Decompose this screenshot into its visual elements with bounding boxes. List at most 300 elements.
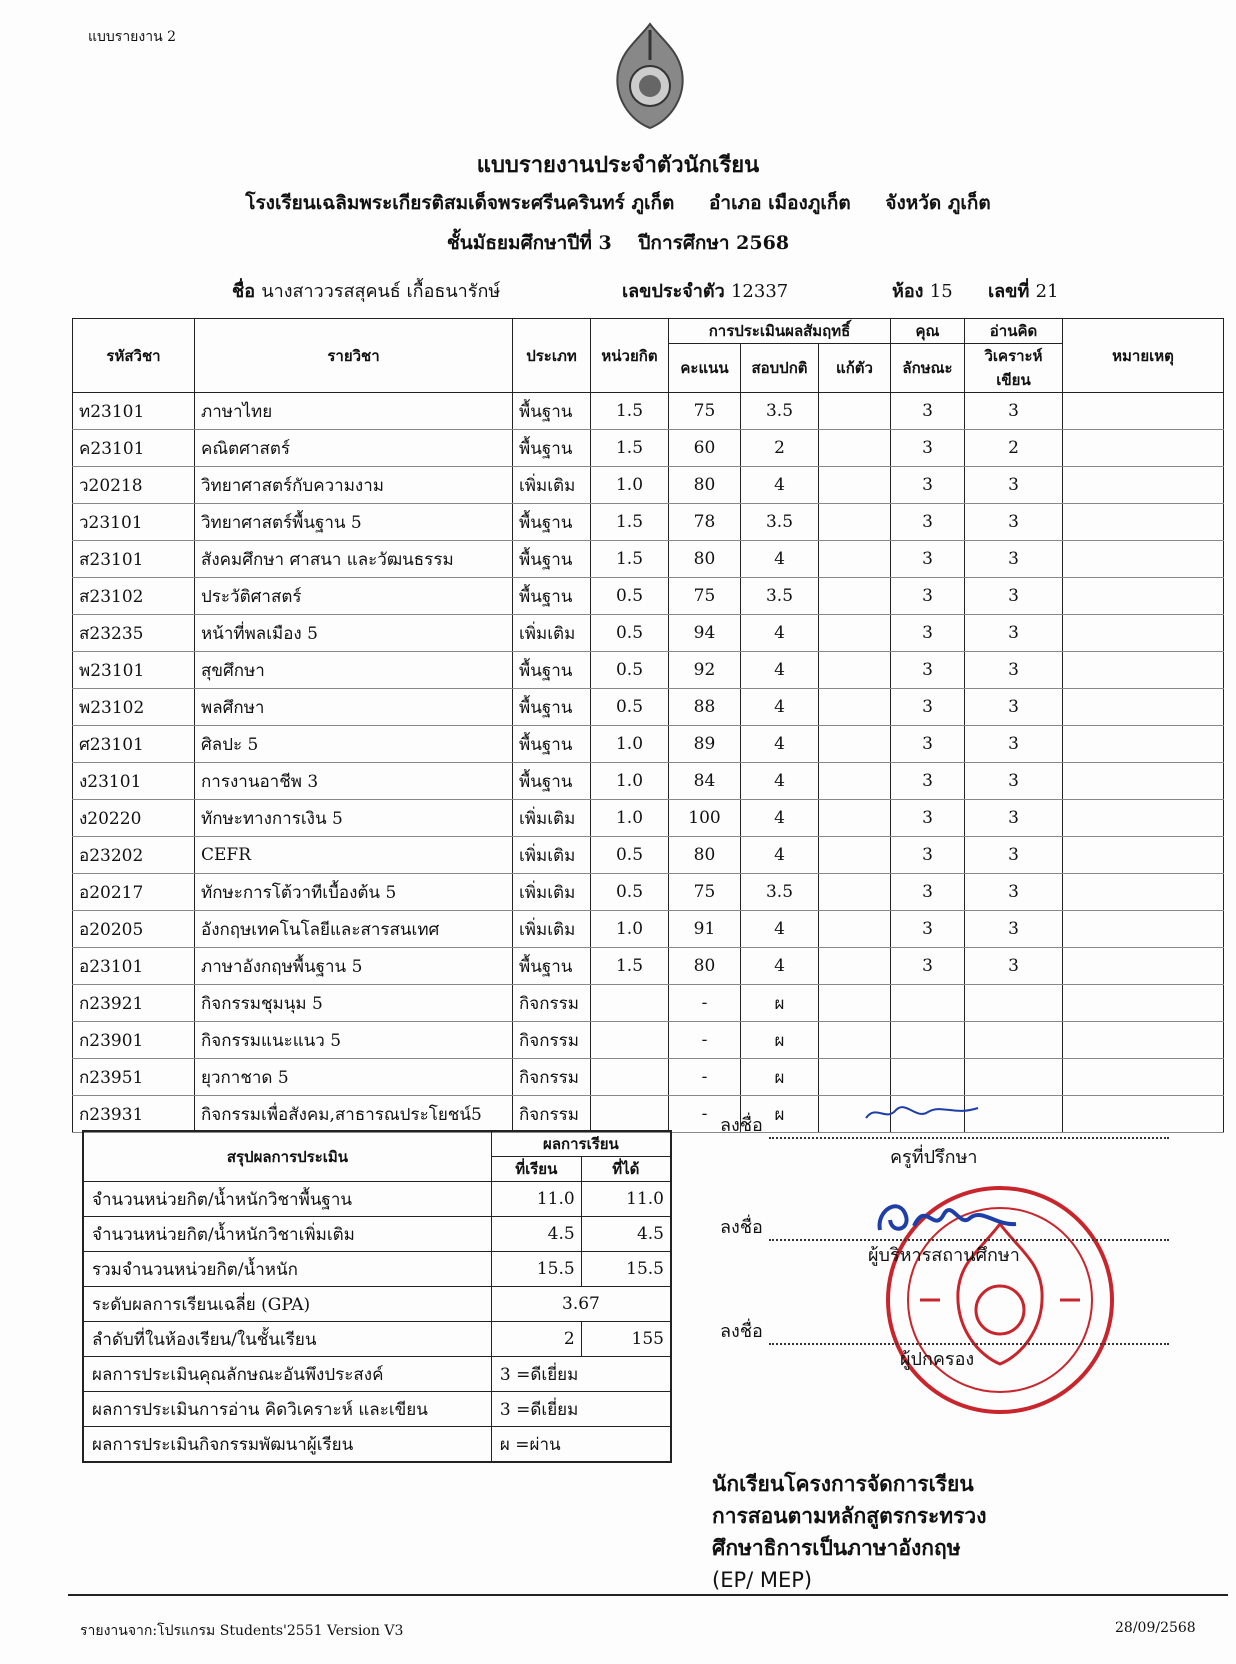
academic-year: ปีการศึกษา 2568 [638, 232, 790, 254]
table-row [73, 541, 1224, 578]
school-name: โรงเรียนเฉลิมพระเกียรติสมเด็จพระศรีนครินทร์ ภูเก็ต [245, 192, 675, 214]
cell-char: 3 [891, 726, 965, 763]
parent-sign-line [720, 1316, 1169, 1345]
cell-char: 3 [891, 467, 965, 504]
cell-subject: ศิลปะ 5 [195, 726, 513, 763]
cell-note [1063, 726, 1224, 763]
dotted-line [769, 1137, 1169, 1139]
header-code: รหัสวิชา [73, 319, 195, 393]
cell-read: 3 [965, 837, 1063, 874]
cell-note [1063, 985, 1224, 1022]
cell-fix [819, 985, 891, 1022]
cell-read [965, 1022, 1063, 1059]
cell-note [1063, 578, 1224, 615]
cell-credit: 1.0 [591, 726, 669, 763]
cell-grade: 4 [741, 726, 819, 763]
cell-char: 3 [891, 948, 965, 985]
summary-studied: 4.5 [491, 1217, 581, 1252]
cell-grade: 4 [741, 541, 819, 578]
cell-subject: การงานอาชีพ 3 [195, 763, 513, 800]
director-title: ผู้บริหารสถานศึกษา [868, 1245, 1020, 1266]
ep-line-2: การสอนตามหลักสูตรกระทรวง [712, 1504, 987, 1528]
cell-read [965, 1059, 1063, 1096]
cell-note [1063, 541, 1224, 578]
cell-grade: 3.5 [741, 393, 819, 430]
eval-value: 3 =ดีเยี่ยม [491, 1357, 671, 1392]
header-char-2: ลักษณะ [891, 344, 965, 393]
header-subject: รายวิชา [195, 319, 513, 393]
cell-fix [819, 504, 891, 541]
cell-score: 91 [669, 911, 741, 948]
summary-studied-header: ที่เรียน [491, 1157, 581, 1182]
cell-char: 3 [891, 911, 965, 948]
number-row [988, 276, 1059, 305]
cell-fix [819, 467, 891, 504]
cell-grade: 4 [741, 652, 819, 689]
cell-note [1063, 652, 1224, 689]
summary-studied: 11.0 [491, 1182, 581, 1217]
summary-table [82, 1130, 672, 1463]
summary-label: รวมจำนวนหน่วยกิต/น้ำหนัก [83, 1252, 491, 1287]
gpa-row [83, 1287, 671, 1322]
header-type: ประเภท [513, 319, 591, 393]
cell-type: พื้นฐาน [513, 504, 591, 541]
summary-row [83, 1182, 671, 1217]
header-normal: สอบปกติ [741, 344, 819, 393]
cell-char: 3 [891, 763, 965, 800]
grades-table [72, 318, 1224, 1133]
cell-type: เพิ่มเติม [513, 467, 591, 504]
cell-code: พ23102 [73, 689, 195, 726]
cell-read: 2 [965, 430, 1063, 467]
school-crest-icon [608, 20, 692, 132]
cell-note [1063, 874, 1224, 911]
cell-type: เพิ่มเติม [513, 615, 591, 652]
cell-subject: CEFR [195, 837, 513, 874]
cell-grade: ผ [741, 1096, 819, 1133]
cell-grade: 4 [741, 800, 819, 837]
director-signature-icon [870, 1190, 1020, 1240]
cell-fix [819, 763, 891, 800]
cell-grade: 2 [741, 430, 819, 467]
summary-row [83, 1252, 671, 1287]
summary-label: จำนวนหน่วยกิต/น้ำหนักวิชาเพิ่มเติม [83, 1217, 491, 1252]
advisor-signature-icon [862, 1098, 982, 1128]
cell-char: 3 [891, 578, 965, 615]
cell-score: 94 [669, 615, 741, 652]
cell-read: 3 [965, 541, 1063, 578]
cell-code: ง23101 [73, 763, 195, 800]
table-row [73, 652, 1224, 689]
student-no: 21 [1035, 281, 1059, 302]
eval-value: ผ =ผ่าน [491, 1427, 671, 1463]
cell-type: พื้นฐาน [513, 948, 591, 985]
advisor-title: ครูที่ปรึกษา [890, 1147, 978, 1168]
cell-code: ก23951 [73, 1059, 195, 1096]
eval-row [83, 1427, 671, 1463]
cell-char: 3 [891, 393, 965, 430]
report-title: แบบรายงานประจำตัวนักเรียน [476, 152, 760, 178]
cell-char [891, 1059, 965, 1096]
cell-code: อ23101 [73, 948, 195, 985]
cell-score: 75 [669, 874, 741, 911]
cell-type: กิจกรรม [513, 1022, 591, 1059]
cell-credit: 1.5 [591, 393, 669, 430]
cell-score: 100 [669, 800, 741, 837]
cell-read [965, 985, 1063, 1022]
cell-subject: ภาษาไทย [195, 393, 513, 430]
cell-read: 3 [965, 504, 1063, 541]
eval-value: 3 =ดีเยี่ยม [491, 1392, 671, 1427]
cell-grade: 3.5 [741, 504, 819, 541]
cell-note [1063, 800, 1224, 837]
cell-fix [819, 689, 891, 726]
cell-code: ง20220 [73, 800, 195, 837]
eval-label: ผลการประเมินคุณลักษณะอันพึงประสงค์ [83, 1357, 491, 1392]
cell-score: 84 [669, 763, 741, 800]
cell-type: เพิ่มเติม [513, 800, 591, 837]
no-label: เลขที่ [988, 281, 1030, 302]
cell-type: พื้นฐาน [513, 393, 591, 430]
ep-line-1: นักเรียนโครงการจัดการเรียน [712, 1472, 974, 1496]
cell-type: พื้นฐาน [513, 726, 591, 763]
footer-source: รายงานจาก:โปรแกรม Students'2551 Version V3 [80, 1623, 404, 1639]
ep-line-3: ศึกษาธิการเป็นภาษาอังกฤษ [712, 1536, 961, 1560]
cell-fix [819, 948, 891, 985]
cell-subject: คณิตศาสตร์ [195, 430, 513, 467]
cell-type: พื้นฐาน [513, 578, 591, 615]
cell-score: 80 [669, 541, 741, 578]
cell-note [1063, 763, 1224, 800]
table-row [73, 578, 1224, 615]
cell-fix [819, 430, 891, 467]
cell-credit: 1.0 [591, 763, 669, 800]
cell-read: 3 [965, 615, 1063, 652]
cell-code: ส23102 [73, 578, 195, 615]
header-credit: หน่วยกิต [591, 319, 669, 393]
cell-read: 3 [965, 467, 1063, 504]
cell-grade: 4 [741, 837, 819, 874]
cell-fix [819, 911, 891, 948]
cell-subject: สังคมศึกษา ศาสนา และวัฒนธรรม [195, 541, 513, 578]
cell-read: 3 [965, 948, 1063, 985]
student-id-row [622, 276, 788, 305]
rank-label: ลำดับที่ในห้องเรียน/ในชั้นเรียน [83, 1322, 491, 1357]
cell-fix [819, 578, 891, 615]
cell-char: 3 [891, 430, 965, 467]
cell-subject: กิจกรรมแนะแนว 5 [195, 1022, 513, 1059]
sign-label: ลงชื่อ [720, 1321, 763, 1342]
cell-score: 75 [669, 393, 741, 430]
cell-credit: 0.5 [591, 578, 669, 615]
table-row [73, 948, 1224, 985]
footer-divider [68, 1594, 1228, 1596]
student-name-row [232, 276, 500, 305]
cell-note [1063, 689, 1224, 726]
header-assessment: การประเมินผลสัมฤทธิ์ [669, 319, 891, 344]
cell-code: อ20205 [73, 911, 195, 948]
cell-grade: 3.5 [741, 578, 819, 615]
rank-room: 2 [491, 1322, 581, 1357]
cell-char: 3 [891, 874, 965, 911]
school-line [0, 188, 1236, 218]
cell-type: พื้นฐาน [513, 430, 591, 467]
cell-type: เพิ่มเติม [513, 911, 591, 948]
cell-code: ว20218 [73, 467, 195, 504]
cell-type: เพิ่มเติม [513, 837, 591, 874]
cell-credit [591, 1059, 669, 1096]
cell-grade: ผ [741, 1022, 819, 1059]
cell-fix [819, 652, 891, 689]
cell-subject: ภาษาอังกฤษพื้นฐาน 5 [195, 948, 513, 985]
cell-code: ก23921 [73, 985, 195, 1022]
table-row [73, 615, 1224, 652]
cell-code: อ23202 [73, 837, 195, 874]
room: 15 [929, 281, 953, 302]
table-row [73, 1059, 1224, 1096]
summary-earned: 4.5 [581, 1217, 671, 1252]
table-row [73, 874, 1224, 911]
cell-type: พื้นฐาน [513, 541, 591, 578]
cell-fix [819, 837, 891, 874]
cell-read: 3 [965, 911, 1063, 948]
cell-read: 3 [965, 874, 1063, 911]
cell-score: 80 [669, 467, 741, 504]
student-id: 12337 [730, 281, 789, 302]
header-char-1: คุณ [891, 319, 965, 344]
cell-fix [819, 800, 891, 837]
cell-subject: หน้าที่พลเมือง 5 [195, 615, 513, 652]
header-fix: แก้ตัว [819, 344, 891, 393]
cell-code: ท23101 [73, 393, 195, 430]
table-row [73, 689, 1224, 726]
cell-credit: 0.5 [591, 874, 669, 911]
table-row [73, 430, 1224, 467]
room-row [892, 276, 953, 305]
cell-score: 78 [669, 504, 741, 541]
cell-fix [819, 393, 891, 430]
cell-credit: 1.5 [591, 948, 669, 985]
cell-code: ศ23101 [73, 726, 195, 763]
cell-credit: 1.5 [591, 504, 669, 541]
summary-earned: 11.0 [581, 1182, 671, 1217]
cell-read: 3 [965, 393, 1063, 430]
cell-credit: 1.0 [591, 800, 669, 837]
table-row [73, 726, 1224, 763]
ep-note [712, 1468, 986, 1596]
table-row [73, 985, 1224, 1022]
cell-char: 3 [891, 541, 965, 578]
header-read-2: วิเคราะห์เขียน [965, 344, 1063, 393]
cell-subject: สุขศึกษา [195, 652, 513, 689]
summary-title: สรุปผลการประเมิน [83, 1131, 491, 1182]
rank-row [83, 1322, 671, 1357]
header-note: หมายเหตุ [1063, 319, 1224, 393]
cell-credit [591, 985, 669, 1022]
cell-grade: ผ [741, 1059, 819, 1096]
cell-note [1063, 837, 1224, 874]
cell-char: 3 [891, 615, 965, 652]
cell-fix [819, 615, 891, 652]
cell-subject: อังกฤษเทคโนโลยีและสารสนเทศ [195, 911, 513, 948]
cell-credit: 0.5 [591, 837, 669, 874]
gpa-value: 3.67 [491, 1287, 671, 1322]
cell-credit: 0.5 [591, 689, 669, 726]
cell-subject: กิจกรรมชุมนุม 5 [195, 985, 513, 1022]
cell-type: พื้นฐาน [513, 652, 591, 689]
cell-read: 3 [965, 726, 1063, 763]
cell-char: 3 [891, 800, 965, 837]
cell-read: 3 [965, 763, 1063, 800]
cell-char: 3 [891, 652, 965, 689]
table-row [73, 911, 1224, 948]
room-label: ห้อง [892, 281, 924, 302]
cell-type: พื้นฐาน [513, 689, 591, 726]
cell-score: 75 [669, 578, 741, 615]
summary-row [83, 1217, 671, 1252]
footer-date: 28/09/2568 [1115, 1620, 1196, 1636]
table-row [73, 800, 1224, 837]
province: จังหวัด ภูเก็ต [885, 192, 991, 214]
cell-note [1063, 948, 1224, 985]
cell-code: พ23101 [73, 652, 195, 689]
cell-code: ก23901 [73, 1022, 195, 1059]
summary-earned: 15.5 [581, 1252, 671, 1287]
cell-type: พื้นฐาน [513, 763, 591, 800]
cell-subject: ประวัติศาสตร์ [195, 578, 513, 615]
cell-subject: ยุวกาชาด 5 [195, 1059, 513, 1096]
cell-code: ค23101 [73, 430, 195, 467]
cell-grade: 4 [741, 911, 819, 948]
header-score: คะแนน [669, 344, 741, 393]
cell-type: กิจกรรม [513, 985, 591, 1022]
eval-row [83, 1392, 671, 1427]
grade-level: ชั้นมัธยมศึกษาปีที่ 3 [446, 232, 612, 254]
cell-subject: ทักษะทางการเงิน 5 [195, 800, 513, 837]
cell-type: กิจกรรม [513, 1096, 591, 1133]
cell-grade: 3.5 [741, 874, 819, 911]
cell-note [1063, 467, 1224, 504]
cell-score: 60 [669, 430, 741, 467]
table-row [73, 393, 1224, 430]
table-row [73, 763, 1224, 800]
name-label: ชื่อ [232, 281, 256, 302]
cell-grade: 4 [741, 763, 819, 800]
cell-grade: 4 [741, 948, 819, 985]
parent-title: ผู้ปกครอง [900, 1349, 975, 1370]
cell-subject: ทักษะการโต้วาทีเบื้องต้น 5 [195, 874, 513, 911]
cell-credit: 1.0 [591, 467, 669, 504]
cell-char: 3 [891, 689, 965, 726]
cell-read: 3 [965, 652, 1063, 689]
cell-note [1063, 615, 1224, 652]
cell-score: - [669, 1022, 741, 1059]
cell-credit [591, 1096, 669, 1133]
cell-score: 92 [669, 652, 741, 689]
cell-credit: 1.5 [591, 430, 669, 467]
table-row [73, 837, 1224, 874]
cell-code: ส23235 [73, 615, 195, 652]
cell-grade: 4 [741, 615, 819, 652]
cell-score: - [669, 1096, 741, 1133]
cell-note [1063, 393, 1224, 430]
cell-read: 3 [965, 578, 1063, 615]
cell-note [1063, 430, 1224, 467]
cell-note [1063, 504, 1224, 541]
cell-score: - [669, 985, 741, 1022]
eval-label: ผลการประเมินกิจกรรมพัฒนาผู้เรียน [83, 1427, 491, 1463]
cell-grade: 4 [741, 467, 819, 504]
cell-note [1063, 911, 1224, 948]
cell-char [891, 1022, 965, 1059]
cell-fix [819, 874, 891, 911]
table-row [73, 467, 1224, 504]
cell-note [1063, 1022, 1224, 1059]
cell-note [1063, 1059, 1224, 1096]
summary-studied: 15.5 [491, 1252, 581, 1287]
cell-score: - [669, 1059, 741, 1096]
cell-read: 3 [965, 689, 1063, 726]
sign-label: ลงชื่อ [720, 1115, 763, 1136]
student-name: นางสาววรสสุคนธ์ เกื้อธนารักษ์ [261, 281, 501, 302]
cell-code: ส23101 [73, 541, 195, 578]
summary-result-header: ผลการเรียน [491, 1131, 671, 1157]
cell-score: 88 [669, 689, 741, 726]
cell-credit: 0.5 [591, 652, 669, 689]
cell-subject: วิทยาศาสตร์กับความงาม [195, 467, 513, 504]
cell-fix [819, 541, 891, 578]
cell-fix [819, 1059, 891, 1096]
cell-credit: 0.5 [591, 615, 669, 652]
cell-score: 80 [669, 948, 741, 985]
cell-credit: 1.0 [591, 911, 669, 948]
eval-label: ผลการประเมินการอ่าน คิดวิเคราะห์ และเขียน [83, 1392, 491, 1427]
cell-fix [819, 1022, 891, 1059]
district: อำเภอ เมืองภูเก็ต [708, 192, 851, 214]
cell-credit [591, 1022, 669, 1059]
form-id: แบบรายงาน 2 [88, 29, 177, 45]
cell-score: 89 [669, 726, 741, 763]
cell-code: ก23931 [73, 1096, 195, 1133]
cell-subject: วิทยาศาสตร์พื้นฐาน 5 [195, 504, 513, 541]
cell-code: ว23101 [73, 504, 195, 541]
sign-label: ลงชื่อ [720, 1217, 763, 1238]
cell-grade: 4 [741, 689, 819, 726]
cell-grade: ผ [741, 985, 819, 1022]
cell-char: 3 [891, 837, 965, 874]
cell-credit: 1.5 [591, 541, 669, 578]
summary-earned-header: ที่ได้ [581, 1157, 671, 1182]
summary-label: จำนวนหน่วยกิต/น้ำหนักวิชาพื้นฐาน [83, 1182, 491, 1217]
cell-char [891, 985, 965, 1022]
cell-code: อ20217 [73, 874, 195, 911]
header-read-1: อ่านคิด [965, 319, 1063, 344]
table-row [73, 504, 1224, 541]
cell-char: 3 [891, 504, 965, 541]
table-row [73, 1022, 1224, 1059]
cell-fix [819, 726, 891, 763]
eval-row [83, 1357, 671, 1392]
ep-line-4: (EP/ MEP) [712, 1568, 813, 1592]
cell-subject: กิจกรรมเพื่อสังคม,สาธารณประโยชน์5 [195, 1096, 513, 1133]
cell-type: เพิ่มเติม [513, 874, 591, 911]
cell-subject: พลศึกษา [195, 689, 513, 726]
gpa-label: ระดับผลการเรียนเฉลี่ย (GPA) [83, 1287, 491, 1322]
cell-score: 80 [669, 837, 741, 874]
id-label: เลขประจำตัว [622, 281, 725, 302]
rank-class: 155 [581, 1322, 671, 1357]
level-line [0, 228, 1236, 258]
